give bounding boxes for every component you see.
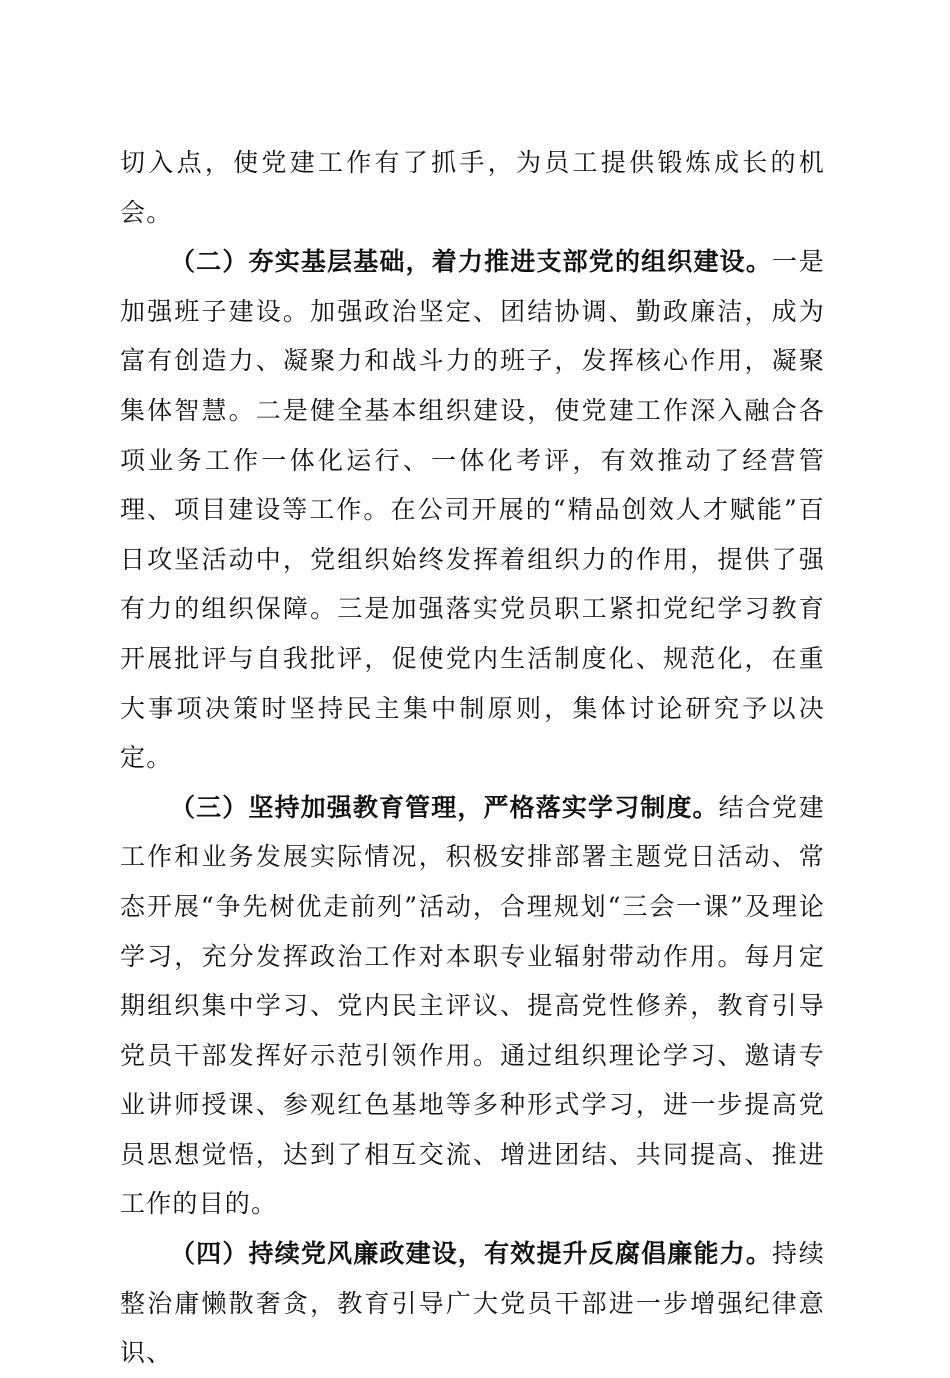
document-body (120, 138, 825, 1378)
paragraph-continuation (120, 138, 825, 237)
section-heading: （三）坚持加强教育管理，严格落实学习制度。 (170, 792, 719, 822)
paragraph-body-text: 结合党建工作和业务发展实际情况，积极安排部署主题党日活动、常态开展“争先树优走前列”活动，合理规划“三会一课”及理论学习，充分发挥政治工作对本职专业辐射带动作用。每月定期组织集中学习、党内民主评议、提高党性修养，教育引导党员干部发挥好示范引领作用。通过组织理论学习、邀请专业讲师授课、参观红色基地等多种形式学习，进一步提高党员思想觉悟，达到了相互交流、增进团结、共同提高、推进工作的目的。 (120, 792, 825, 1219)
paragraph-body-text: 持续整治庸懒散奢贪，教育引导广大党员干部进一步增强纪律意识、 (120, 1239, 825, 1368)
paragraph-body-text: 一是加强班子建设。加强政治坚定、团结协调、勤政廉洁，成为富有创造力、凝聚力和战斗力的班子，发挥核心作用，凝聚集体智慧。二是健全基本组织建设，使党建工作深入融合各项业务工作一体化运行、一体化考评，有效推动了经营管理、项目建设等工作。在公司开展的“精品创效人才赋能”百日攻坚活动中，党组织始终发挥着组织力的作用，提供了强有力的组织保障。三是加强落实党员职工紧扣党纪学习教育开展批评与自我批评，促使党内生活制度化、规范化，在重大事项决策时坚持民主集中制原则，集体讨论研究予以决定。 (120, 247, 825, 773)
paragraph-section-3 (120, 783, 825, 1229)
section-heading: （二）夯实基层基础，着力推进支部党的组织建设。 (170, 247, 773, 277)
paragraph-section-2 (120, 237, 825, 783)
section-heading: （四）持续党风廉政建设，有效提升反腐倡廉能力。 (170, 1239, 773, 1269)
paragraph-section-4 (120, 1229, 825, 1378)
paragraph-body-text: 切入点，使党建工作有了抓手，为员工提供锻炼成长的机会。 (120, 148, 825, 227)
